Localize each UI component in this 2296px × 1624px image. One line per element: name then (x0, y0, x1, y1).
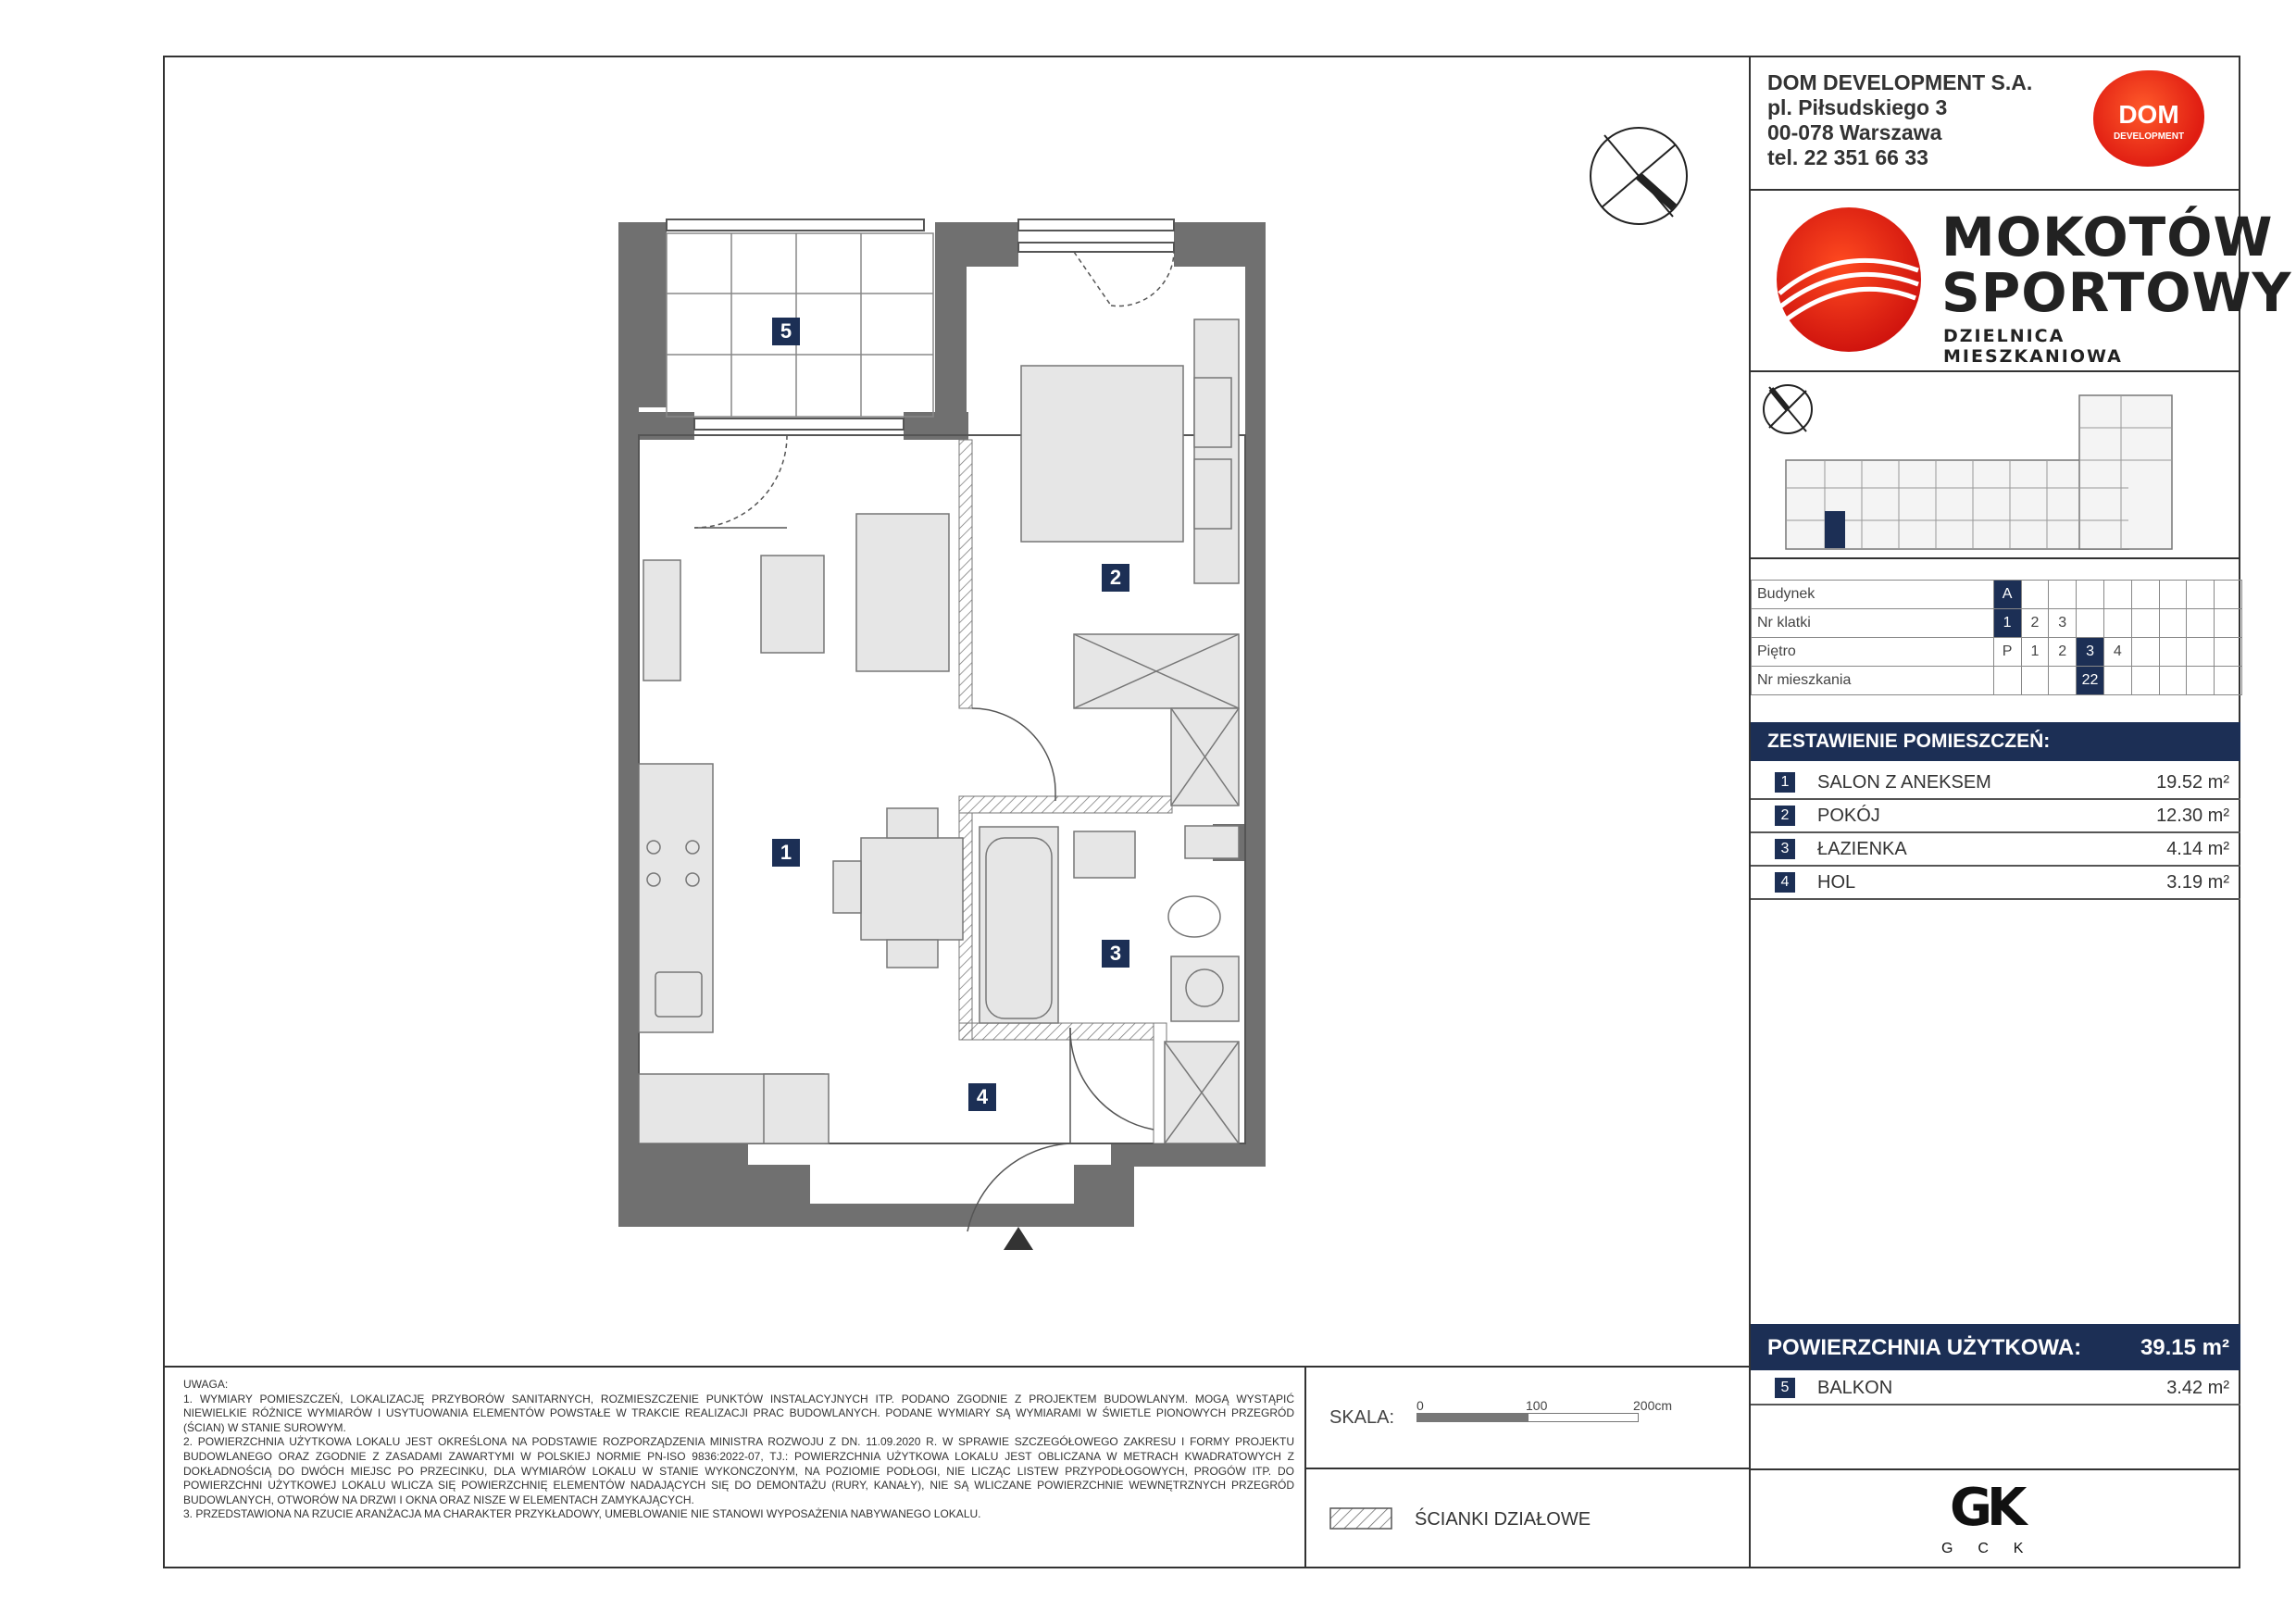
notes-title: UWAGA: (183, 1378, 229, 1391)
scale-tick-0: 0 (1416, 1398, 1424, 1413)
cell: 3 (2077, 638, 2104, 667)
room-row-1 (1751, 765, 2240, 800)
total-area-bar (1751, 1324, 2240, 1370)
room-name: HOL (1817, 872, 1856, 893)
scale-bar-empty (1528, 1413, 1639, 1422)
room-num: 5 (1775, 1378, 1795, 1398)
location-row-floor (1752, 638, 2242, 667)
room-area: 19.52 m² (2156, 772, 2229, 793)
scale-tick-200: 200cm (1633, 1398, 1673, 1413)
plan-label-room-5: 5 (772, 318, 800, 345)
partition-hatch-icon (1329, 1507, 1394, 1531)
project-subtitle: DZIELNICA MIESZKANIOWA (1943, 326, 2123, 367)
company-name: DOM DEVELOPMENT S.A. (1767, 70, 2033, 94)
plan-label-room-1: 1 (772, 839, 800, 867)
key-plan-compass-icon (1764, 385, 1812, 433)
cell: P (1993, 638, 2021, 667)
logo-text-development: DEVELOPMENT (2113, 131, 2185, 142)
company-city: 00-078 Warszawa (1767, 120, 1942, 144)
floor-plan (163, 56, 1749, 1361)
location-row-stairwell (1752, 609, 2242, 638)
dom-development-logo (2093, 70, 2204, 167)
logo-text-dom: DOM (2118, 100, 2179, 129)
label-stairwell: Nr klatki (1752, 609, 1994, 638)
project-name-line2: SPORTOWY (1941, 261, 2292, 324)
plan-label-room-2: 2 (1102, 564, 1129, 592)
cell: 2 (2021, 609, 2049, 638)
plan-label-room-3: 3 (1102, 940, 1129, 968)
room-num: 4 (1775, 872, 1795, 893)
room-name: SALON Z ANEKSEM (1817, 772, 1991, 793)
room-name: ŁAZIENKA (1817, 839, 1907, 859)
notes-divider (163, 1366, 1749, 1368)
room-row-2 (1751, 798, 2240, 833)
scale-bar-filled (1416, 1413, 1528, 1422)
key-plan-unit-highlight (1825, 511, 1845, 548)
entrance-arrow-icon (1004, 1227, 1033, 1250)
compass-icon (1591, 128, 1687, 224)
info-panel (1749, 56, 2292, 1568)
legend-divider (1304, 1468, 1749, 1469)
note-item-3: 3. PRZEDSTAWIONA NA RZUCIE ARANŻACJA MA CHARAKTER PRZYKŁADOWY, UMEBLOWANIE NIE STANOWI WYPOSAŻENIA NABYWANEGO LOKALU. (183, 1507, 981, 1521)
room-num: 2 (1775, 806, 1795, 826)
location-row-apartment (1752, 667, 2242, 695)
room-name: BALKON (1817, 1378, 1893, 1398)
balcony-row (1751, 1370, 2240, 1405)
label-apartment: Nr mieszkania (1752, 667, 1994, 695)
legend-walls-label: ŚCIANKI DZIAŁOWE (1415, 1509, 1591, 1530)
key-plan (1751, 372, 2242, 613)
room-num: 1 (1775, 772, 1795, 793)
furniture (639, 319, 1239, 1143)
company-phone: tel. 22 351 66 33 (1767, 145, 1928, 169)
room-name: POKÓJ (1817, 806, 1880, 826)
room-row-3 (1751, 831, 2240, 867)
total-area-label: POWIERZCHNIA UŻYTKOWA: (1767, 1335, 2082, 1360)
room-area: 4.14 m² (2166, 839, 2229, 859)
company-street: pl. Piłsudskiego 3 (1767, 95, 1948, 119)
room-num: 3 (1775, 839, 1795, 859)
note-item-2: 2. POWIERZCHNIA UŻYTKOWA LOKALU JEST OKREŚLONA NA PODSTAWIE ROZPORZĄDZENIA MINISTRA ROZWOJU Z DN. 11.09.2020 R. W SPRAWIE SZCZEGÓŁOWEGO ZAKRESU I FORMY PROJEKTU BUDOWLANEGO ORAZ ZGODNIE Z ZASADAMI ZAWARTYMI W POLSKIEJ NORMIE PN-ISO 9836:2022-07, TJ.: POWIERZCHNIA UŻYTKOWA LOKALU JEST OBLICZANA W METRACH KWADRATOWYCH Z DOKŁADNOŚCIĄ DO DWÓCH MIEJSC PO PRZECINKU, DLA WYMIARÓW LOKALU W STANIE WYKONCZONYM, NA POZIOMIE PODŁOGI, NIE LICZĄC LISTEW PRZYPODŁOGOWYCH, PROGÓW ITP. DO POWIERZCHNI UŻYTKOWEJ LOKALU WLICZA SIĘ POWIERZCHNIĘ ELEMENTÓW NADAJĄCYCH SIĘ DO DEMONTAŻU (RURY, KANAŁY), NIE SĄ WLICZANE POWIERZCHNIE WEWNĘTRZNYCH PRZEGRÓD BUDOWLANYCH, OTWORÓW NA DRZWI I OKNA ORAZ NISZE W ELEMENTACH ZAMYKAJĄCYCH. (183, 1435, 1294, 1506)
cell: A (1993, 581, 2021, 609)
label-floor: Piętro (1752, 638, 1994, 667)
cell: 3 (2049, 609, 2077, 638)
room-area: 3.42 m² (2166, 1378, 2229, 1398)
cell: 1 (1993, 609, 2021, 638)
gck-logo-mark: GK (1950, 1478, 2022, 1538)
room-row-4 (1751, 865, 2240, 900)
cell: 22 (2077, 667, 2104, 695)
plan-label-room-4: 4 (968, 1083, 996, 1111)
cell: 4 (2103, 638, 2131, 667)
mokotow-sportowy-logo-icon (1775, 206, 1923, 354)
label-building: Budynek (1752, 581, 1994, 609)
balcony-tiles (667, 233, 933, 417)
scale-tick-100: 100 (1526, 1398, 1548, 1413)
location-table (1751, 580, 2242, 695)
room-area: 12.30 m² (2156, 806, 2229, 826)
project-name-line1: MOKOTÓW (1941, 206, 2274, 269)
cell: 2 (2049, 638, 2077, 667)
note-item-1: 1. WYMIARY POMIESZCZEŃ, LOKALIZACJĘ PRZYBORÓW SANITARNYCH, ROZMIESZCZENIE PUNKTÓW INSTALACYJNYCH ITP. PODANO ZGODNIE Z PROJEKTEM BUDOWLANYM. MOGĄ WYSTĄPIĆ NIEWIELKIE RÓŻNICE WYMIARÓW I USYTUOWANIA ELEMENTÓW POWSTAŁE W TRAKCIE REALIZACJI PRAC BUDOWLANYCH. PODANE WYMIARY SĄ WYMIARAMI W ŚWIETLE PIONOWYCH PRZEGRÓD (ŚCIAN) W STANIE SUROWYM. (183, 1392, 1294, 1434)
location-row-building (1752, 581, 2242, 609)
gck-logo-letters: G C K (1941, 1541, 2029, 1556)
scale-label: SKALA: (1329, 1407, 1395, 1428)
cell: 1 (2021, 638, 2049, 667)
notes-block (183, 1378, 1294, 1522)
total-area-value: 39.15 m² (2140, 1335, 2229, 1360)
rooms-header: ZESTAWIENIE POMIESZCZEŃ: (1751, 722, 2240, 761)
room-area: 3.19 m² (2166, 872, 2229, 893)
